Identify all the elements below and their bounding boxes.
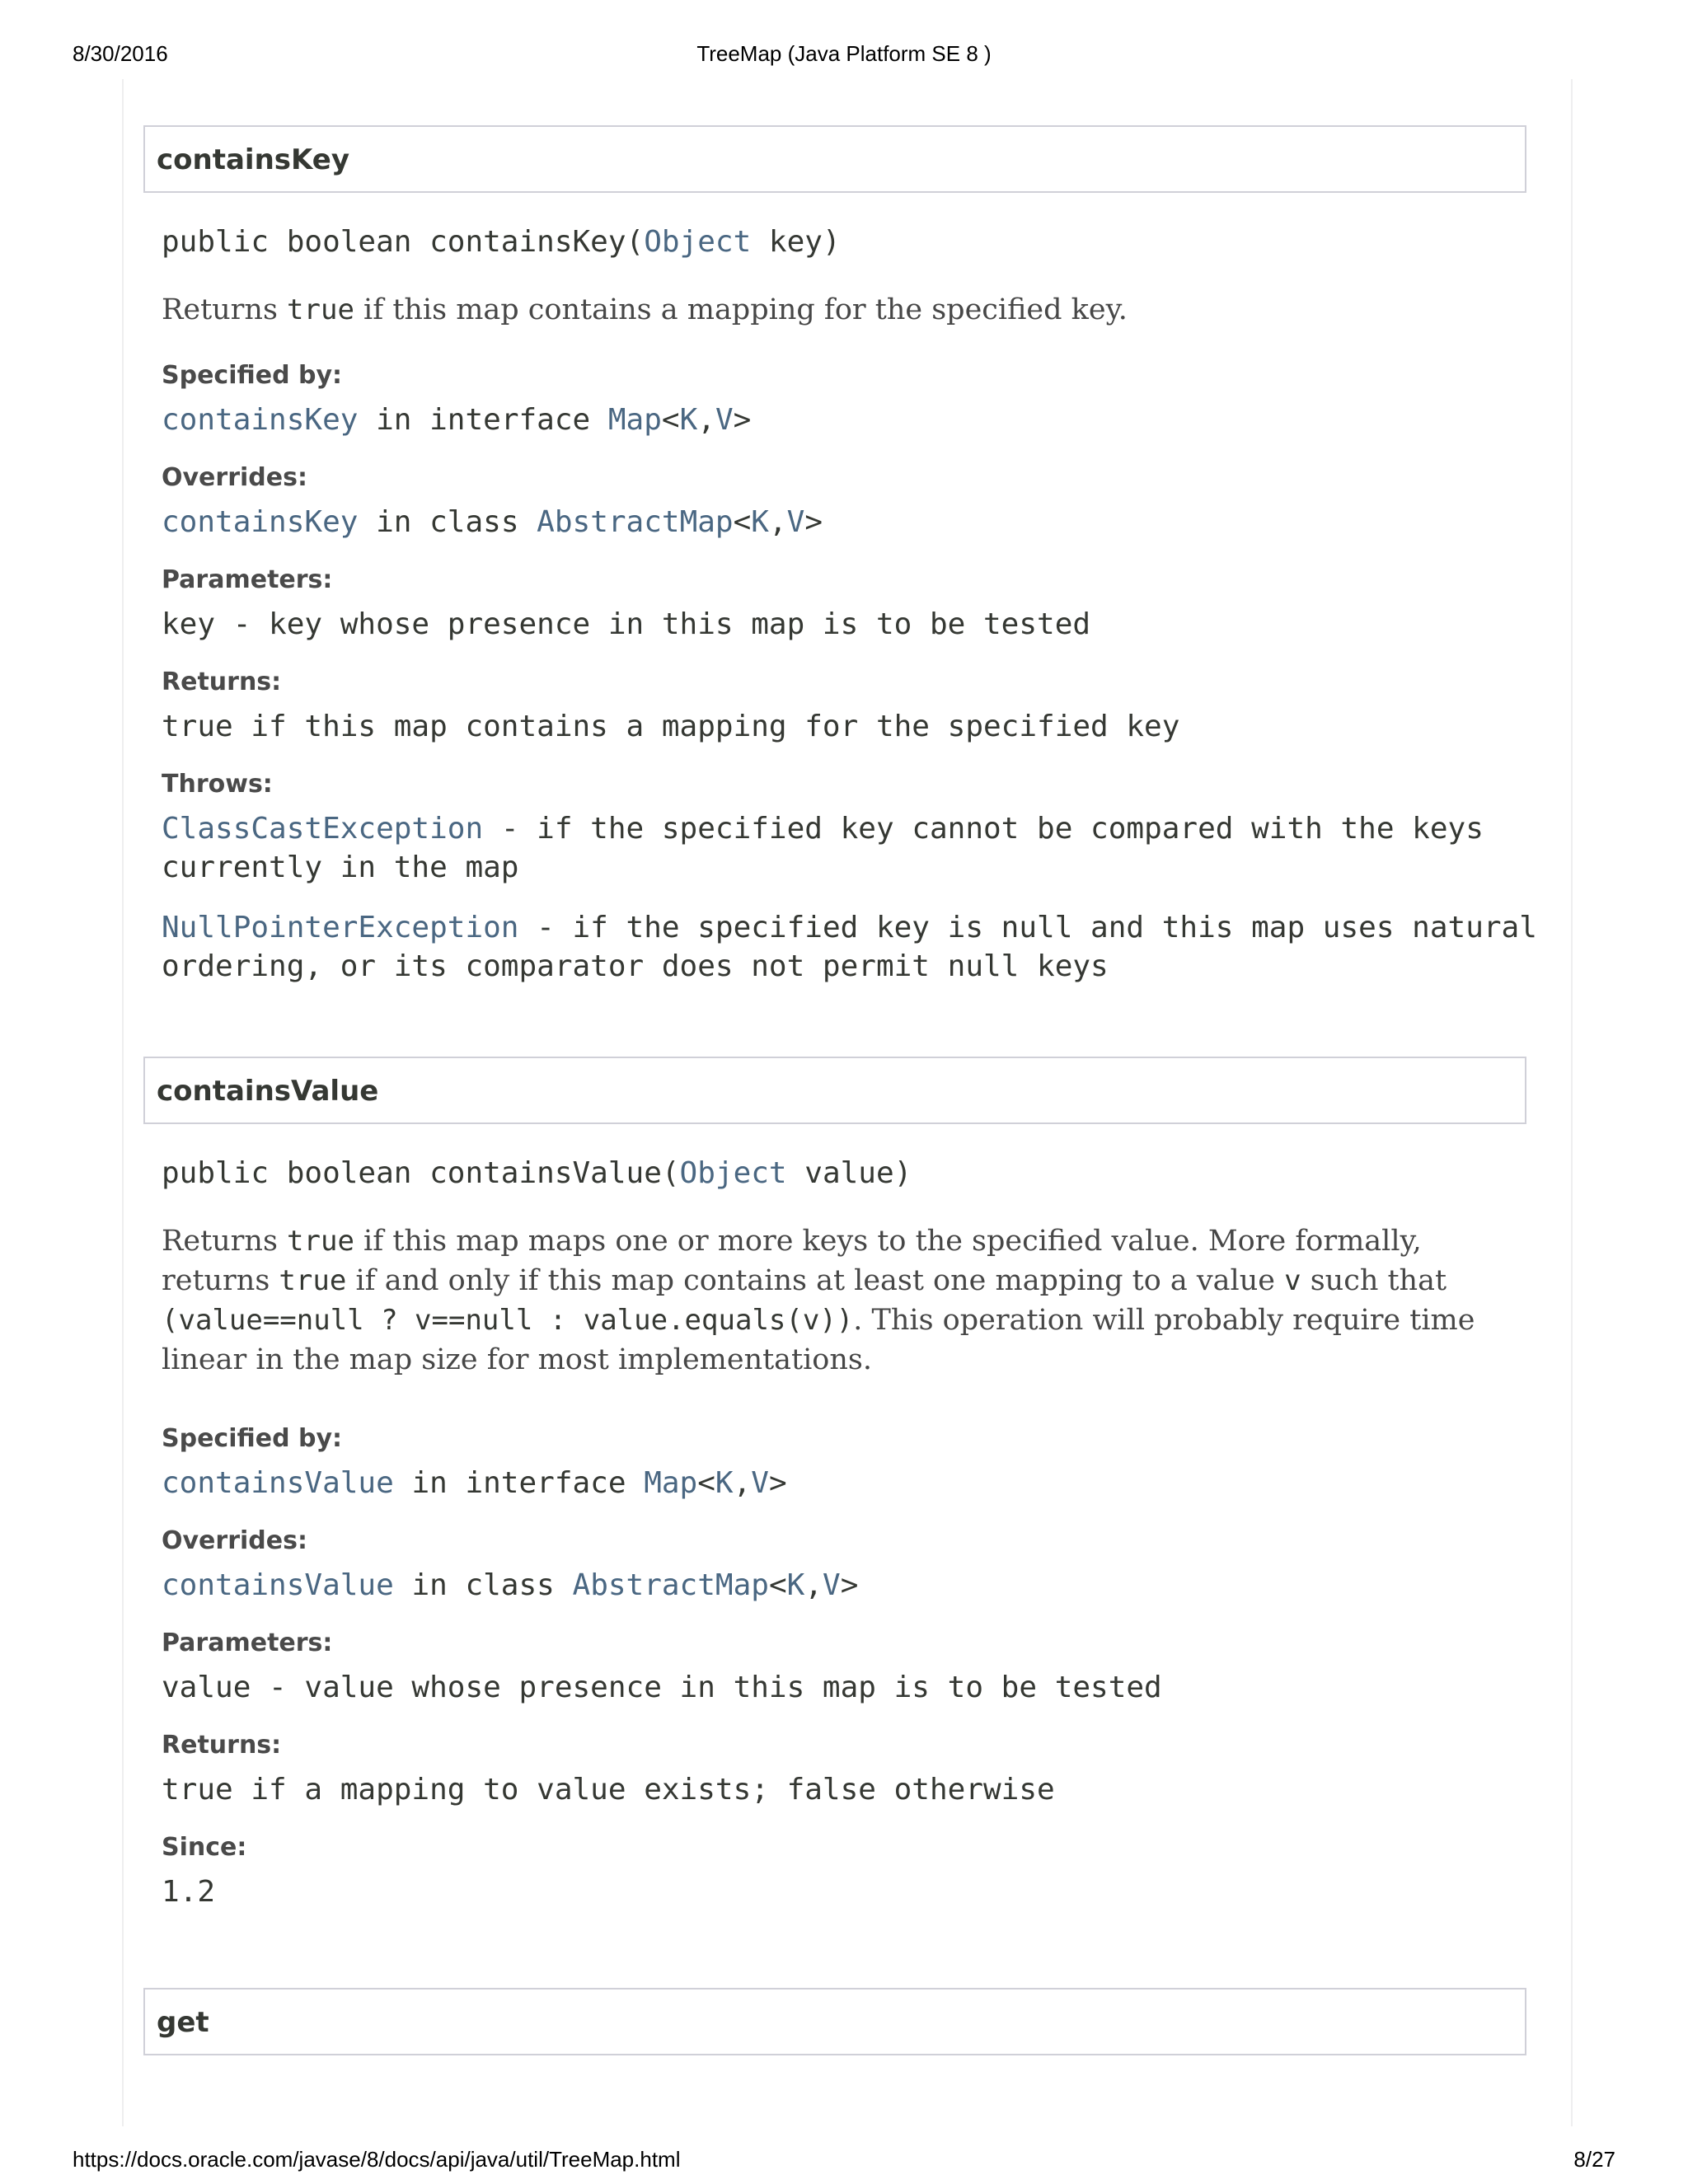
desc-code: true: [287, 293, 354, 326]
since-label: Since:: [162, 1833, 247, 1862]
v-link[interactable]: V: [786, 505, 805, 539]
specified-by-label: Specified by:: [162, 361, 343, 390]
print-title: TreeMap (Java Platform SE 8 ): [696, 41, 992, 66]
mono-text: in class: [358, 505, 537, 539]
object-link[interactable]: Object: [679, 1156, 787, 1190]
specified-by-value: containsKey in interface Map<K,V>: [162, 403, 752, 437]
sig-text: public boolean containsValue(: [162, 1156, 680, 1190]
specified-by-value: containsValue in interface Map<K,V>: [162, 1466, 787, 1500]
throws-nullpointer-cont: ordering, or its comparator does not permit null keys: [162, 949, 1109, 983]
throws-nullpointer: [162, 908, 1537, 948]
method-description: [162, 290, 1513, 330]
returns-value: true if this map contains a mapping for the specified key: [162, 710, 1180, 743]
specified-by-label: Specified by:: [162, 1424, 343, 1453]
parameter-value: value - value whose presence in this map is to be tested: [162, 1671, 1162, 1704]
print-footer: [0, 2147, 1688, 2180]
desc-code: true: [287, 1225, 354, 1258]
method-description: [162, 1221, 1513, 1380]
v-link[interactable]: V: [715, 403, 734, 437]
desc-text: Returns: [162, 1225, 288, 1258]
desc-text: if this map maps one or more keys to the specified value. More formally, returns: [162, 1225, 1422, 1297]
desc-code: (value==null ? v==null : value.equals(v)): [162, 1304, 854, 1337]
desc-text: such that: [1301, 1264, 1447, 1297]
k-link[interactable]: K: [715, 1466, 734, 1500]
parameters-label: Parameters:: [162, 565, 333, 594]
v-link[interactable]: V: [823, 1568, 841, 1602]
parameter-value: key - key whose presence in this map is to be tested: [162, 607, 1091, 641]
overrides-label: Overrides:: [162, 1526, 307, 1555]
sig-text: public boolean containsKey(: [162, 225, 645, 259]
abstractmap-link[interactable]: AbstractMap: [572, 1568, 769, 1602]
sig-text: key): [751, 225, 841, 259]
method-signature: [162, 223, 841, 262]
member-title: containsValue: [157, 1075, 379, 1108]
returns-label: Returns:: [162, 1731, 282, 1760]
member-title: get: [157, 2006, 209, 2039]
member-heading-get: [143, 1988, 1526, 2055]
v-link[interactable]: V: [751, 1466, 769, 1500]
containskey-map-link[interactable]: containsKey: [162, 403, 359, 437]
classcastexception-link[interactable]: ClassCastException: [162, 812, 484, 846]
desc-text: Returns: [162, 293, 288, 326]
nullpointerexception-link[interactable]: NullPointerException: [162, 911, 519, 944]
desc-code: v: [1284, 1264, 1301, 1297]
k-link[interactable]: K: [786, 1568, 805, 1602]
throws-classcast-cont: currently in the map: [162, 851, 519, 884]
mono-text: - if the specified key is null and this map uses natural: [518, 911, 1537, 944]
sig-text: value): [786, 1156, 912, 1190]
containskey-abstractmap-link[interactable]: containsKey: [162, 505, 359, 539]
member-title: containsKey: [157, 143, 349, 176]
print-url: https://docs.oracle.com/javase/8/docs/api/java/util/TreeMap.html: [73, 2147, 681, 2172]
overrides-label: Overrides:: [162, 463, 307, 492]
k-link[interactable]: K: [751, 505, 769, 539]
method-signature: [162, 1154, 912, 1193]
object-link[interactable]: Object: [644, 225, 752, 259]
page-number: 8/27: [1573, 2147, 1615, 2172]
throws-classcast: [162, 809, 1484, 849]
mono-text: in interface: [393, 1466, 645, 1500]
returns-label: Returns:: [162, 668, 282, 696]
mono-text: - if the specified key cannot be compared with the keys: [483, 812, 1484, 846]
k-link[interactable]: K: [679, 403, 698, 437]
overrides-value: containsKey in class AbstractMap<K,V>: [162, 505, 823, 539]
member-heading-containsvalue: [143, 1057, 1526, 1124]
member-heading-containskey: [143, 125, 1526, 193]
print-date: 8/30/2016: [73, 41, 168, 66]
desc-text: . This operation will probably require time linear in the map size for most implementations.: [162, 1304, 1475, 1376]
throws-label: Throws:: [162, 770, 273, 799]
overrides-value: containsValue in class AbstractMap<K,V>: [162, 1568, 859, 1602]
mono-text: in class: [393, 1568, 573, 1602]
containsvalue-map-link[interactable]: containsValue: [162, 1466, 394, 1500]
desc-text: if and only if this map contains at least one mapping to a value: [346, 1264, 1285, 1297]
since-value: 1.2: [162, 1875, 216, 1909]
abstractmap-link[interactable]: AbstractMap: [537, 505, 734, 539]
print-header: [0, 41, 1688, 74]
desc-code: true: [279, 1264, 347, 1297]
parameters-label: Parameters:: [162, 1629, 333, 1657]
returns-value: true if a mapping to value exists; false otherwise: [162, 1773, 1055, 1807]
desc-text: if this map contains a mapping for the specified key.: [354, 293, 1128, 326]
containsvalue-abstractmap-link[interactable]: containsValue: [162, 1568, 394, 1602]
mono-text: in interface: [358, 403, 608, 437]
map-link[interactable]: Map: [644, 1466, 698, 1500]
map-link[interactable]: Map: [607, 403, 662, 437]
